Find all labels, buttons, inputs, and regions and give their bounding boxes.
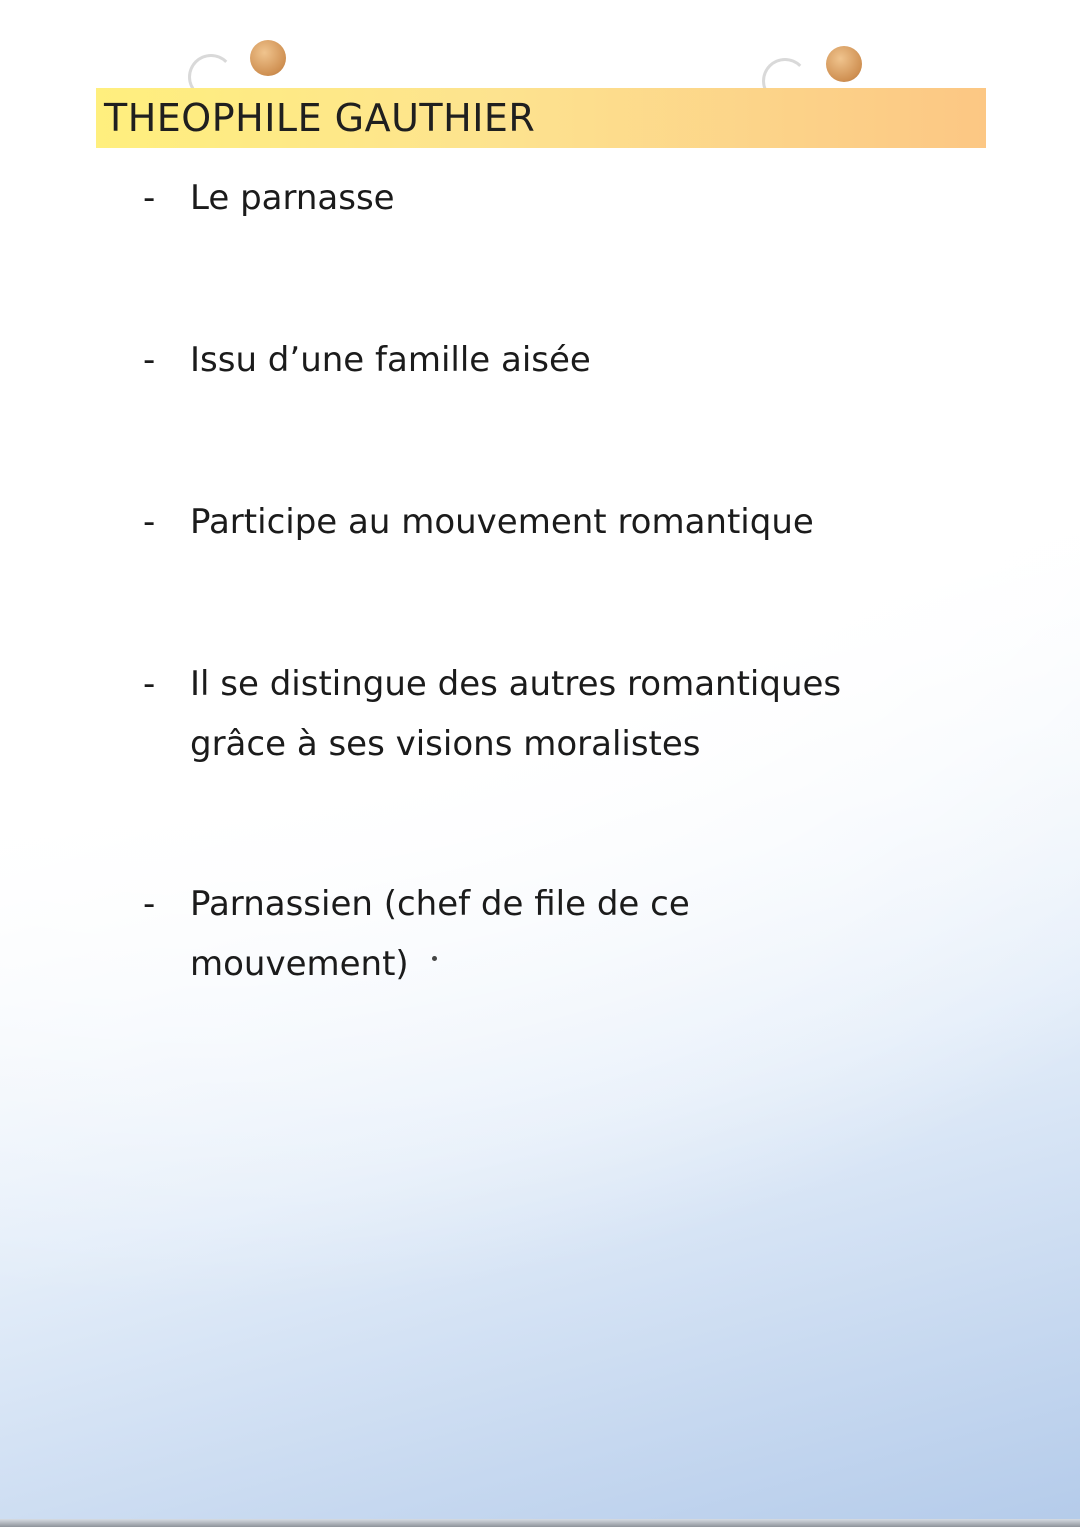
list-item-line: Participe au mouvement romantique (190, 502, 814, 542)
punch-hole-right (826, 46, 862, 82)
list-item-text (190, 492, 980, 552)
list-item-line: grâce à ses visions moralistes (190, 724, 701, 764)
bullet-dash: - (143, 884, 156, 924)
list-item-line: Le parnasse (190, 178, 395, 218)
punch-hole-left (250, 40, 286, 76)
list-item-line: Parnassien (chef de file de ce (190, 884, 690, 924)
ink-speck (432, 956, 437, 961)
page-title: THEOPHILE GAUTHIER (104, 96, 536, 140)
list-item-text (190, 168, 980, 228)
list-item-text (190, 654, 980, 774)
bullet-dash: - (143, 178, 156, 218)
bullet-dash: - (143, 340, 156, 380)
list-item-text (190, 330, 980, 390)
bullet-dash: - (143, 664, 156, 704)
bullet-dash: - (143, 502, 156, 542)
list-item-line: mouvement) (190, 944, 409, 984)
list-item-line: Issu d’une famille aisée (190, 340, 591, 380)
list-item-text (190, 874, 980, 994)
list-item-line: Il se distingue des autres romantiques (190, 664, 842, 704)
